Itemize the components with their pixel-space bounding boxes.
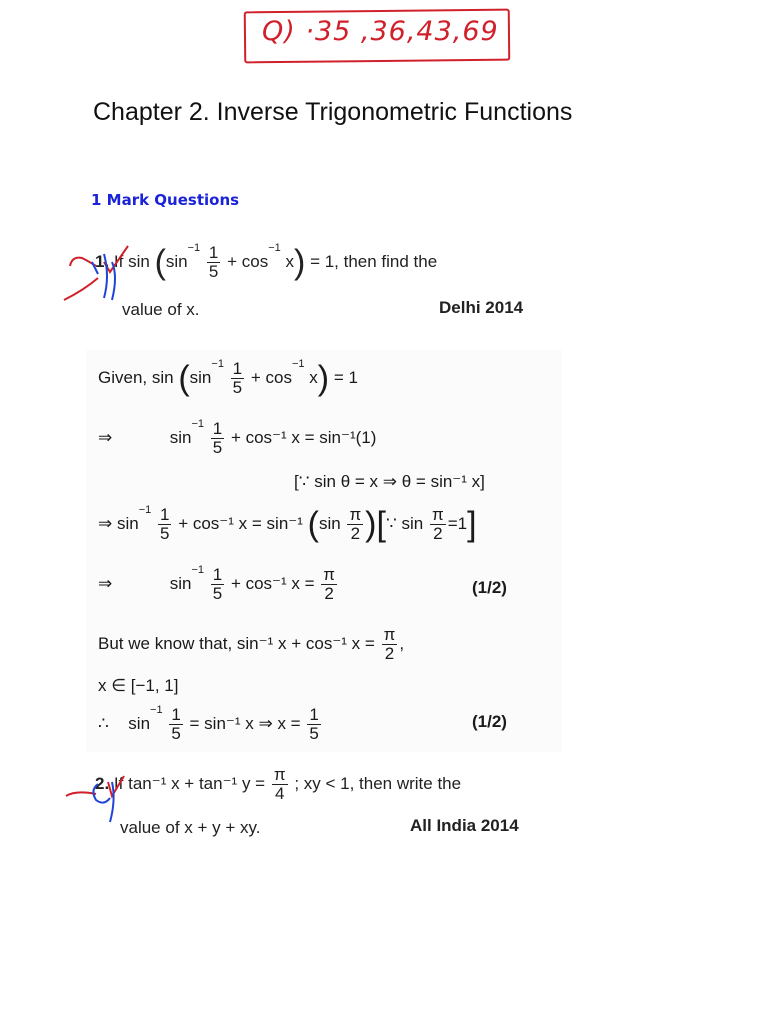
red-mark-q1: [70, 258, 96, 266]
question-1: 1. If $\sin (\sin^{-1}$ $\frac{1}{5}$ + $\cos^{-1} x) = 1$, then find the: [95, 242, 438, 282]
solution-line-5: But we know that, sin⁻¹ x + cos⁻¹ x = $\frac{\pi}{2}$ ,: [98, 625, 405, 663]
solution-line-4: ⇒ $\sin^{-1}$ $\frac{1}{5}$ + cos⁻¹ x = $\frac{\pi}{2}$: [98, 564, 336, 603]
question-text-tail: = 1, then find the: [310, 251, 438, 271]
page-title: Chapter 2. Inverse Trigonometric Functions: [93, 98, 573, 126]
solution-line-7: ∴ $\sin^{-1}$ $\frac{1}{5}$ = sin⁻¹ x ⇒ x = $\frac{1}{5}$: [98, 704, 319, 743]
marks-half-2: (1/2): [472, 712, 507, 731]
question-text: If sin: [113, 251, 150, 271]
fraction: $\frac{1}{5}$: [208, 243, 219, 281]
solution-reason-1: [∵ sin θ = x ⇒ θ = sin⁻¹ x]: [294, 472, 485, 491]
cos-inverse: + cos: [227, 251, 269, 271]
question-number: 2.: [95, 773, 110, 793]
handwritten-note: Q) ·35 ,36,43,69: [262, 16, 499, 47]
solution-line-given: Given, $\sin (\sin^{-1}$ $\frac{1}{5}$ + $\cos^{-1} x) = 1$: [98, 358, 358, 398]
var-x: x: [285, 251, 294, 271]
question-number: 1.: [95, 251, 110, 271]
question-source: All India 2014: [410, 816, 519, 835]
solution-line-6: x ∈ [−1, 1]: [98, 676, 179, 695]
solution-line-2: ⇒ $\sin^{-1}$ $\frac{1}{5}$ + cos⁻¹ x = sin⁻¹(1): [98, 418, 377, 457]
question-1-line2: value of x.: [122, 300, 200, 319]
question-source: Delhi 2014: [439, 298, 524, 317]
solution-line-3: ⇒ $\sin^{-1}$ $\frac{1}{5}$ + cos⁻¹ x = sin⁻¹ (sin $\frac{\pi}{2}$ )[∵ sin $\frac{\pi}{2}$ =1]: [98, 504, 477, 544]
section-title: 1 Mark Questions: [91, 191, 240, 209]
paren-open: (: [154, 243, 166, 282]
question-2: 2. If tan⁻¹ x + tan⁻¹ y = $\frac{\pi}{4}$ ; xy < 1, then write the: [95, 765, 462, 803]
marks-half: (1/2): [472, 578, 507, 597]
question-2-line2: value of x + y + xy.: [120, 818, 261, 837]
sin-inverse: sin: [165, 251, 188, 271]
